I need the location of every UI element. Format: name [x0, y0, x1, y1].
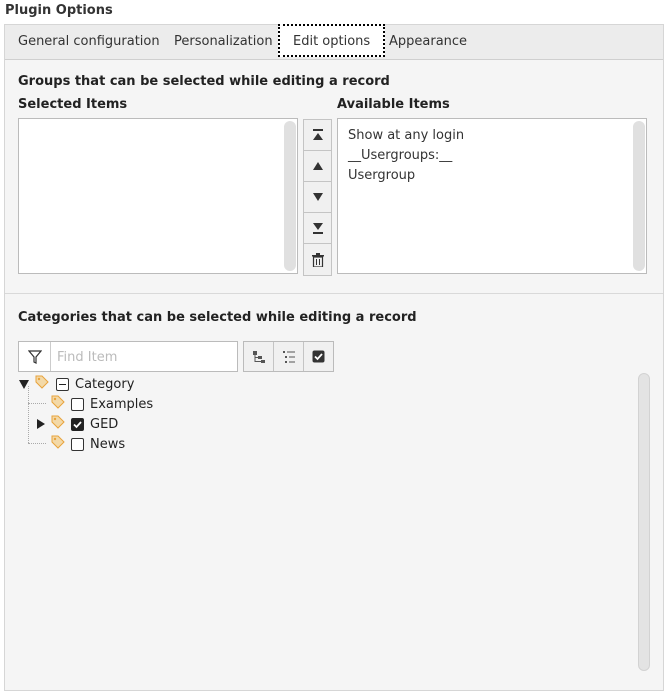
- tree-toolbar: [243, 341, 334, 372]
- tree-node-examples[interactable]: [51, 394, 153, 414]
- caret-right-icon[interactable]: [36, 418, 46, 430]
- remove-item-button[interactable]: [304, 244, 331, 275]
- tag-icon: [51, 415, 65, 433]
- move-down-button[interactable]: [304, 182, 331, 213]
- category-checkbox[interactable]: [56, 378, 69, 391]
- available-items-list[interactable]: [337, 118, 647, 274]
- caret-down-icon[interactable]: [18, 378, 30, 390]
- available-item[interactable]: Usergroup: [348, 168, 416, 183]
- tag-icon: [35, 375, 49, 393]
- tree-node-news[interactable]: [51, 434, 125, 454]
- move-to-top-button[interactable]: [304, 120, 331, 151]
- move-up-button[interactable]: [304, 151, 331, 182]
- find-item-input[interactable]: [51, 342, 237, 373]
- tree-node-label: Category: [75, 376, 135, 392]
- move-down-icon: [313, 193, 323, 201]
- tree-node-label: GED: [90, 416, 119, 432]
- examples-checkbox[interactable]: [71, 398, 84, 411]
- trash-icon: [312, 253, 324, 267]
- tab-appearance[interactable]: Appearance: [389, 34, 468, 49]
- tree-expand-icon: [252, 350, 266, 364]
- available-item[interactable]: __Usergroups:__: [348, 148, 453, 163]
- selected-items-label: Selected Items: [18, 97, 128, 112]
- move-to-bottom-button[interactable]: [304, 213, 331, 244]
- tab-general-configuration[interactable]: General configuration: [18, 34, 160, 49]
- filter-box: [18, 341, 238, 372]
- ged-checkbox[interactable]: [71, 418, 84, 431]
- collapse-all-button[interactable]: [274, 342, 304, 371]
- page-title: Plugin Options: [5, 3, 113, 18]
- tree-node-label: News: [90, 436, 126, 452]
- tree-node-category[interactable]: [18, 374, 134, 394]
- available-list-scrollbar[interactable]: [633, 121, 645, 271]
- tree-node-ged[interactable]: [36, 414, 118, 434]
- selected-items-list[interactable]: [18, 118, 298, 274]
- available-item[interactable]: Show at any login: [348, 128, 465, 143]
- selected-list-scrollbar[interactable]: [284, 121, 296, 271]
- news-checkbox[interactable]: [71, 438, 84, 451]
- tab-personalization[interactable]: Personalization: [174, 34, 273, 49]
- checkbox-checked-icon: [312, 350, 325, 363]
- groups-section-title: Groups that can be selected while editing a record: [18, 74, 390, 89]
- list-icon: [282, 350, 296, 364]
- tag-icon: [51, 435, 65, 453]
- tab-edit-options[interactable]: Edit options: [278, 24, 385, 57]
- show-selected-button[interactable]: [304, 342, 333, 371]
- tree-node-label: Examples: [90, 396, 154, 412]
- move-bottom-icon: [312, 222, 324, 234]
- section-divider: [5, 293, 663, 294]
- expand-all-button[interactable]: [244, 342, 274, 371]
- tree-scrollbar[interactable]: [638, 373, 650, 671]
- move-buttons: [303, 119, 332, 276]
- tag-icon: [51, 395, 65, 413]
- filter-icon: [19, 342, 51, 371]
- move-up-icon: [313, 162, 323, 170]
- move-top-icon: [312, 129, 324, 141]
- categories-section-title: Categories that can be selected while editing a record: [18, 310, 417, 325]
- options-panel: [4, 24, 664, 691]
- available-items-label: Available Items: [337, 97, 450, 112]
- tab-bar: [5, 25, 663, 60]
